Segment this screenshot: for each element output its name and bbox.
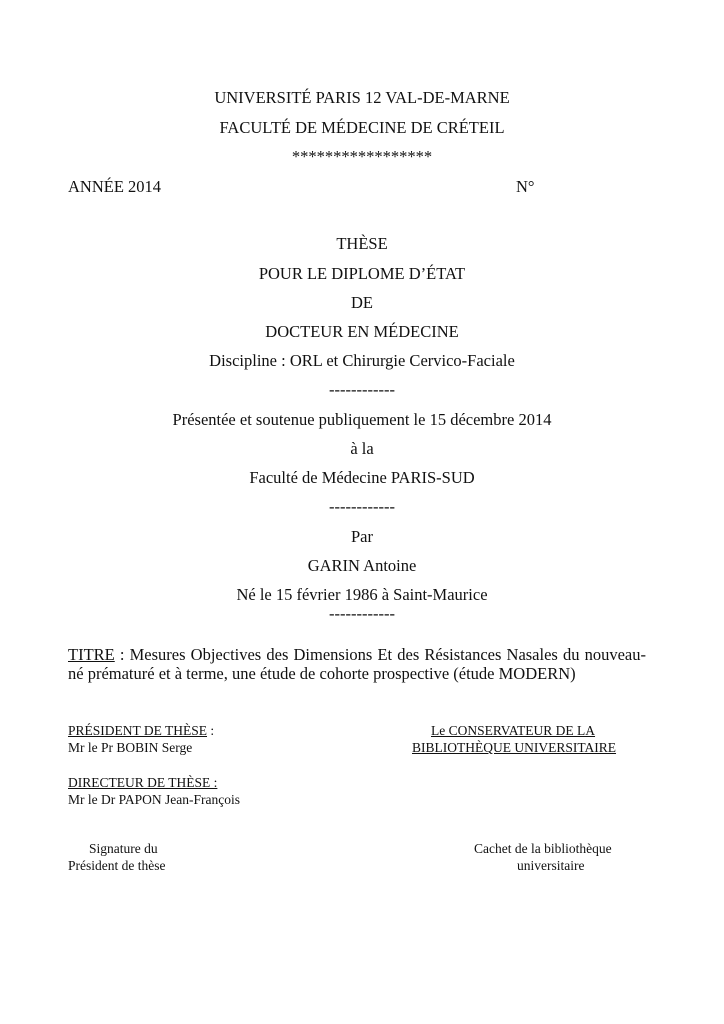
separator-2: ------------: [329, 497, 395, 516]
conservateur-line-1: Le CONSERVATEUR DE LA: [431, 723, 596, 738]
par-line: Par: [351, 527, 373, 546]
faculty-name: FACULTÉ DE MÉDECINE DE CRÉTEIL: [219, 118, 505, 137]
signature-label-line-2: Président de thèse: [68, 858, 166, 873]
separator-3: ------------: [329, 604, 395, 623]
director-name: Mr le Dr PAPON Jean-François: [68, 792, 240, 807]
presented-line: Présentée et soutenue publiquement le 15 décembre 2014: [172, 410, 552, 429]
venue-line: Faculté de Médecine PARIS-SUD: [249, 468, 475, 487]
university-name: UNIVERSITÉ PARIS 12 VAL-DE-MARNE: [214, 88, 510, 107]
discipline-line: Discipline : ORL et Chirurgie Cervico-Faciale: [209, 351, 515, 370]
library-stamp-line-1: Cachet de la bibliothèque: [474, 841, 612, 856]
a-la-line: à la: [350, 439, 374, 458]
title-label: TITRE: [68, 645, 115, 664]
president-name: Mr le Pr BOBIN Serge: [68, 740, 193, 755]
library-stamp-line-2: universitaire: [517, 858, 585, 873]
president-colon: :: [207, 723, 215, 738]
separator-1: ------------: [329, 380, 395, 399]
diploma-de-line: DE: [351, 293, 373, 312]
thesis-heading: THÈSE: [336, 234, 388, 253]
degree-line: DOCTEUR EN MÉDECINE: [265, 322, 459, 341]
title-separator: :: [114, 645, 130, 664]
director-label: DIRECTEUR DE THÈSE :: [68, 775, 218, 790]
president-label-line: [68, 722, 214, 739]
conservateur-line-2: BIBLIOTHÈQUE UNIVERSITAIRE: [412, 740, 617, 755]
signature-label-line-1: Signature du: [89, 841, 158, 856]
president-label: PRÉSIDENT DE THÈSE: [68, 723, 208, 738]
author-name: GARIN Antoine: [307, 556, 417, 575]
thesis-number-label: N°: [516, 177, 535, 196]
diploma-line: POUR LE DIPLOME D’ÉTAT: [258, 264, 466, 283]
birth-line: Né le 15 février 1986 à Saint-Maurice: [236, 585, 488, 604]
year-label: ANNÉE 2014: [68, 177, 162, 196]
thesis-title-paragraph: [68, 645, 646, 683]
header-stars: *****************: [291, 147, 433, 166]
title-text: Mesures Objectives des Dimensions Et des Résistances Nasales du nouveau-né prématuré et à terme, une étude de cohorte prospective (étude MODERN): [68, 645, 647, 683]
